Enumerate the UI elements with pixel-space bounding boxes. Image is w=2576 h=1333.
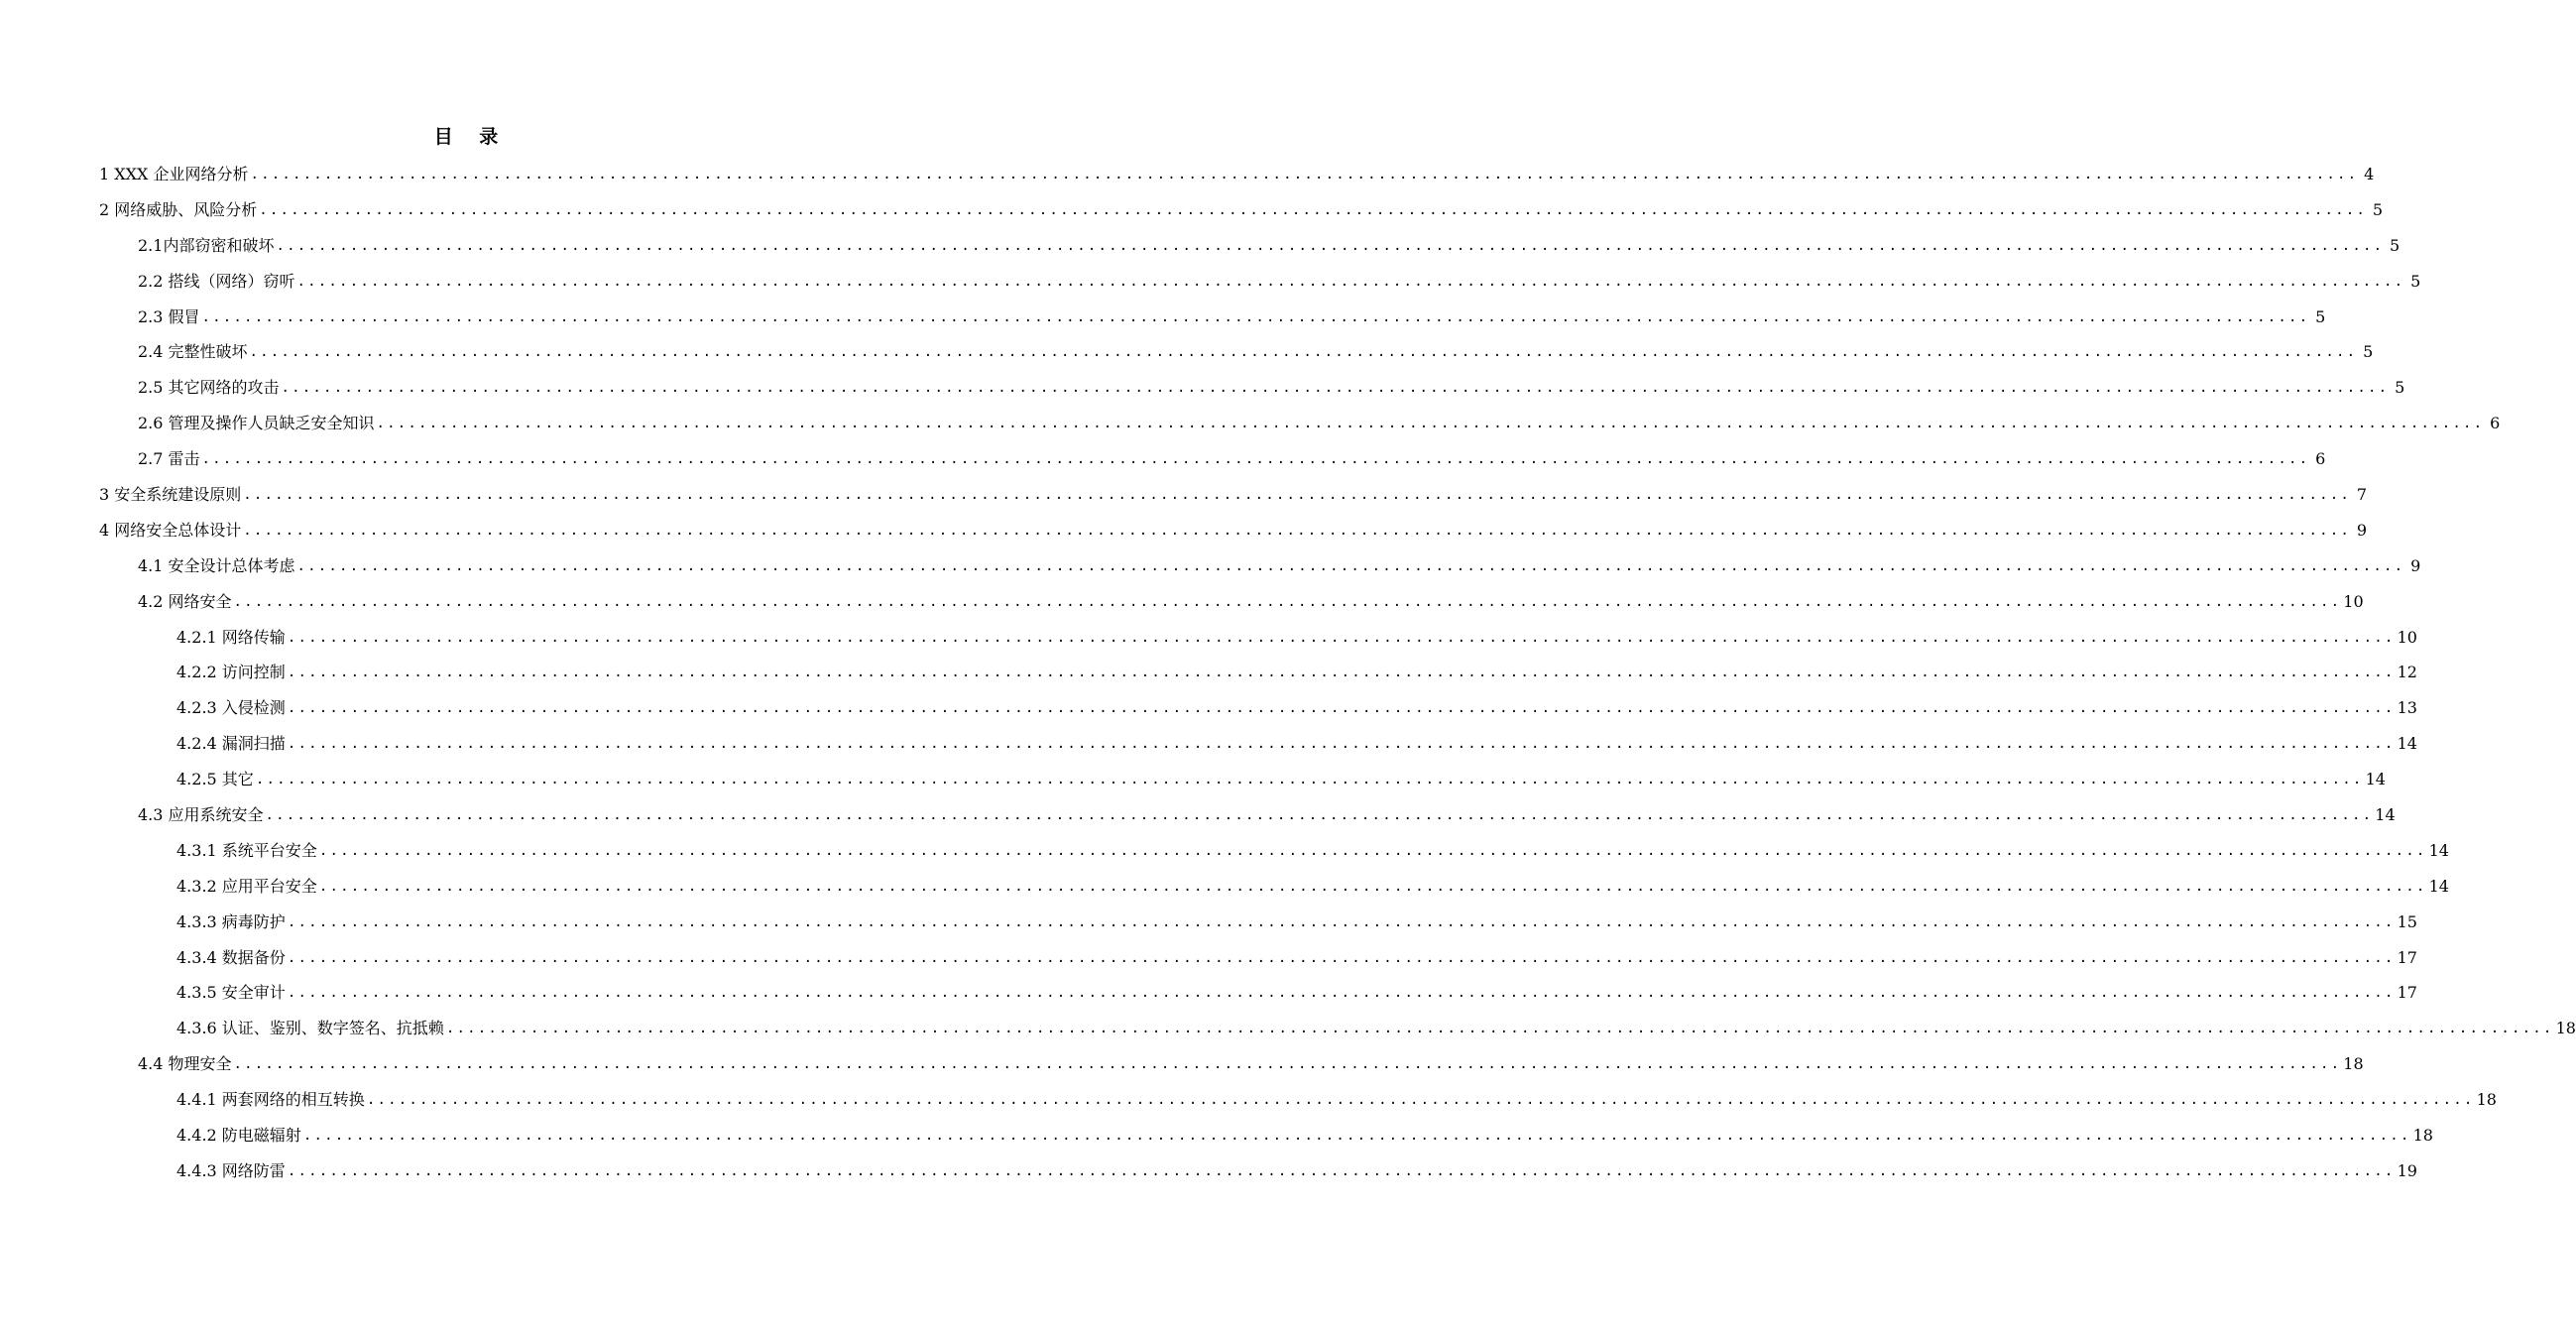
toc-title: 目 录: [433, 126, 509, 148]
toc-entry-page-number: 5: [2410, 271, 2421, 291]
toc-entry-page-number: 14: [2428, 840, 2449, 860]
toc-dot-leader: ........................................................................................................................................................................................................: [250, 166, 2359, 182]
toc-dot-leader: ........................................................................................................................................................................................................: [276, 237, 2385, 254]
toc-entry-number: 4.3.6: [176, 1019, 222, 1038]
toc-entry-page-number: 14: [2365, 770, 2386, 789]
toc-entry-page-number: 10: [2397, 627, 2417, 647]
toc-entry-label: 应用平台安全: [221, 876, 317, 896]
toc-entry-number: 3: [99, 484, 115, 504]
toc-entry-page-number: 9: [2410, 555, 2421, 575]
toc-entry[interactable]: [0, 797, 2396, 833]
toc-entry-page-number: 18: [2412, 1125, 2433, 1145]
toc-entry-number: 1: [99, 164, 115, 183]
toc-entry-number: 4: [99, 520, 115, 540]
toc-entry-number: 4.3: [138, 804, 169, 824]
toc-dot-leader: ........................................................................................................................................................................................................: [318, 842, 2427, 859]
toc-entry[interactable]: [0, 548, 2421, 584]
toc-entry[interactable]: [0, 584, 2364, 620]
toc-entry-number: 2.1: [138, 235, 164, 255]
toc-dot-leader: ........................................................................................................................................................................................................: [243, 486, 2352, 503]
toc-entry-label: 雷击: [168, 449, 200, 469]
toc-dot-leader: ........................................................................................................................................................................................................: [376, 416, 2485, 432]
toc-entry-page-number: 7: [2356, 484, 2368, 504]
toc-entry-label: 完整性破坏: [168, 342, 248, 362]
toc-entry-page-number: 15: [2397, 911, 2417, 931]
toc-dot-leader: ........................................................................................................................................................................................................: [318, 878, 2427, 895]
toc-dot-leader: ........................................................................................................................................................................................................: [302, 1127, 2411, 1144]
toc-entry-label: 应用系统安全: [168, 804, 264, 824]
toc-entry[interactable]: [0, 228, 2400, 264]
toc-dot-leader: ........................................................................................................................................................................................................: [249, 344, 2358, 361]
toc-entry-page-number: 18: [2555, 1019, 2576, 1038]
toc-entry-label: 网络威胁、风险分析: [114, 199, 258, 219]
toc-dot-leader: ........................................................................................................................................................................................................: [287, 700, 2396, 717]
toc-list: [0, 157, 2576, 1189]
toc-dot-leader: ........................................................................................................................................................................................................: [201, 308, 2310, 325]
toc-entry-label: 网络防雷: [221, 1160, 286, 1180]
toc-entry-number: 4.3.4: [176, 947, 222, 967]
toc-entry-number: 4.2.3: [176, 698, 222, 718]
toc-dot-leader: ........................................................................................................................................................................................................: [265, 806, 2374, 823]
toc-entry[interactable]: [0, 264, 2421, 300]
toc-entry-label: 管理及操作人员缺乏安全知识: [168, 414, 375, 433]
toc-entry-label: 防电磁辐射: [221, 1125, 301, 1145]
toc-entry-number: 4.2.2: [176, 663, 222, 682]
toc-entry-page-number: 14: [2375, 804, 2396, 824]
toc-entry-label: 安全系统建设原则: [114, 484, 242, 504]
toc-dot-leader: ........................................................................................................................................................................................................: [287, 985, 2396, 1002]
toc-entry[interactable]: [0, 1046, 2364, 1082]
toc-entry[interactable]: [0, 655, 2417, 690]
toc-entry[interactable]: [0, 1082, 2497, 1118]
toc-entry-number: 4.3.5: [176, 983, 222, 1003]
toc-dot-leader: ........................................................................................................................................................................................................: [296, 557, 2405, 574]
toc-entry-label: 网络传输: [221, 627, 286, 647]
toc-entry-label: 数据备份: [221, 947, 286, 967]
toc-entry[interactable]: [0, 975, 2417, 1011]
toc-entry-page-number: 18: [2476, 1090, 2497, 1110]
toc-entry-number: 4.2.1: [176, 627, 222, 647]
toc-entry-label: 入侵检测: [221, 698, 286, 718]
toc-entry-label: 漏洞扫描: [221, 734, 286, 754]
toc-entry[interactable]: [0, 1153, 2417, 1189]
toc-dot-leader: ........................................................................................................................................................................................................: [287, 1162, 2396, 1179]
toc-entry-page-number: 10: [2343, 591, 2364, 611]
toc-entry[interactable]: [0, 726, 2417, 762]
toc-entry-label: 系统平台安全: [221, 840, 317, 860]
toc-entry[interactable]: [0, 620, 2417, 656]
toc-entry-label: 病毒防护: [221, 911, 286, 931]
toc-entry-number: 4.4.3: [176, 1160, 222, 1180]
toc-entry[interactable]: [0, 406, 2501, 441]
toc-entry[interactable]: [0, 441, 2326, 477]
toc-entry-number: 2.4: [138, 342, 169, 362]
toc-entry-number: 4.3.2: [176, 876, 222, 896]
toc-entry-page-number: 17: [2397, 983, 2417, 1003]
toc-dot-leader: ........................................................................................................................................................................................................: [233, 1056, 2342, 1073]
toc-entry-label: 安全审计: [221, 983, 286, 1003]
toc-entry-number: 2.6: [138, 414, 169, 433]
toc-entry-label: 两套网络的相互转换: [221, 1090, 365, 1110]
toc-dot-leader: ........................................................................................................................................................................................................: [259, 201, 2368, 218]
toc-entry-number: 4.3.1: [176, 840, 222, 860]
toc-entry-label: 访问控制: [221, 663, 286, 682]
toc-entry[interactable]: [0, 300, 2326, 335]
toc-entry-number: 4.1: [138, 555, 169, 575]
toc-entry[interactable]: [0, 192, 2384, 228]
toc-entry-number: 4.3.3: [176, 911, 222, 931]
toc-entry-label: 搭线（网络）窃听: [168, 271, 295, 291]
toc-entry-label: 物理安全: [168, 1054, 232, 1074]
toc-entry-page-number: 4: [2364, 164, 2375, 183]
toc-entry[interactable]: [0, 869, 2449, 905]
toc-entry[interactable]: [0, 905, 2417, 940]
toc-entry-label: 其它: [221, 770, 254, 789]
toc-entry-label: 网络安全总体设计: [114, 520, 242, 540]
toc-dot-leader: ........................................................................................................................................................................................................: [445, 1021, 2554, 1037]
toc-entry-page-number: 9: [2356, 520, 2368, 540]
toc-entry-page-number: 5: [2390, 235, 2400, 255]
toc-entry-page-number: 14: [2428, 876, 2449, 896]
toc-entry[interactable]: [0, 157, 2375, 192]
toc-entry-page-number: 12: [2397, 663, 2417, 682]
toc-entry-number: 4.4.1: [176, 1090, 222, 1110]
toc-dot-leader: ........................................................................................................................................................................................................: [287, 949, 2396, 966]
toc-entry[interactable]: [0, 477, 2368, 513]
toc-dot-leader: ........................................................................................................................................................................................................: [201, 451, 2310, 468]
toc-entry-label: 假冒: [168, 306, 200, 326]
toc-entry-number: 2.2: [138, 271, 169, 291]
toc-dot-leader: ........................................................................................................................................................................................................: [287, 913, 2396, 930]
toc-dot-leader: ........................................................................................................................................................................................................: [287, 665, 2396, 681]
toc-dot-leader: ........................................................................................................................................................................................................: [296, 273, 2405, 290]
toc-entry[interactable]: [0, 370, 2405, 406]
toc-dot-leader: ........................................................................................................................................................................................................: [366, 1092, 2475, 1109]
toc-entry-label: XXX 企业网络分析: [114, 164, 249, 183]
toc-entry[interactable]: [0, 762, 2386, 797]
toc-entry-page-number: 18: [2343, 1054, 2364, 1074]
toc-dot-leader: ........................................................................................................................................................................................................: [233, 593, 2342, 610]
toc-entry-page-number: 19: [2397, 1160, 2417, 1180]
toc-entry-page-number: 6: [2490, 414, 2501, 433]
toc-entry-label: 安全设计总体考虑: [168, 555, 295, 575]
toc-entry-number: 4.2.4: [176, 734, 222, 754]
toc-entry[interactable]: [0, 940, 2417, 976]
toc-entry-page-number: 5: [2395, 378, 2405, 398]
toc-entry-number: 4.4: [138, 1054, 169, 1074]
toc-entry-number: 2.7: [138, 449, 169, 469]
toc-entry-page-number: 17: [2397, 947, 2417, 967]
toc-entry-label: 内部窃密和破坏: [163, 235, 275, 255]
toc-entry[interactable]: [0, 1011, 2576, 1046]
toc-entry[interactable]: [0, 833, 2449, 869]
toc-dot-leader: ........................................................................................................................................................................................................: [255, 772, 2364, 788]
toc-dot-leader: ........................................................................................................................................................................................................: [281, 380, 2390, 397]
toc-entry-number: 4.2.5: [176, 770, 222, 789]
toc-entry-page-number: 5: [2363, 342, 2374, 362]
toc-entry-number: 2.3: [138, 306, 169, 326]
toc-entry-label: 其它网络的攻击: [168, 378, 280, 398]
toc-entry-page-number: 14: [2397, 734, 2417, 754]
toc-entry-label: 认证、鉴别、数字签名、抗抵赖: [221, 1019, 444, 1038]
toc-entry[interactable]: [0, 690, 2417, 726]
toc-entry-number: 2.5: [138, 378, 169, 398]
toc-entry-page-number: 5: [2315, 306, 2326, 326]
toc-dot-leader: ........................................................................................................................................................................................................: [287, 736, 2396, 753]
toc-entry-page-number: 6: [2315, 449, 2326, 469]
toc-dot-leader: ........................................................................................................................................................................................................: [243, 522, 2352, 539]
toc-entry-number: 4.4.2: [176, 1125, 222, 1145]
toc-entry-label: 网络安全: [168, 591, 232, 611]
toc-entry[interactable]: [0, 513, 2368, 548]
toc-entry-number: 2: [99, 199, 115, 219]
toc-entry-page-number: 13: [2397, 698, 2417, 718]
toc-entry[interactable]: [0, 334, 2374, 370]
toc-entry-number: 4.2: [138, 591, 169, 611]
toc-entry-page-number: 5: [2372, 199, 2384, 219]
toc-dot-leader: ........................................................................................................................................................................................................: [287, 629, 2396, 646]
toc-entry[interactable]: [0, 1118, 2433, 1153]
